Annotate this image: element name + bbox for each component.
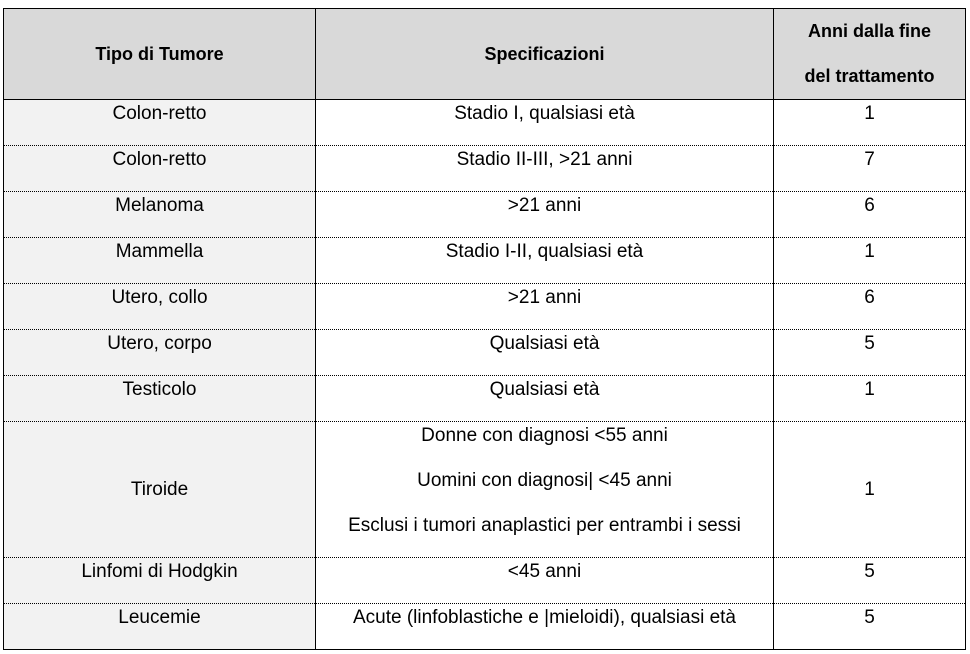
header-spec: Specificazioni (316, 9, 774, 100)
table-row (4, 146, 966, 192)
table-body (4, 100, 966, 650)
cell-anni: 1 (774, 422, 966, 558)
cell-tipo: Linfomi di Hodgkin (4, 558, 316, 604)
cell-spec: Qualsiasi età (316, 330, 774, 376)
cell-tipo: Testicolo (4, 376, 316, 422)
header-anni-line1: Anni dalla fine (807, 21, 931, 41)
cell-tipo: Colon-retto (4, 100, 316, 146)
cell-tipo: Leucemie (4, 604, 316, 650)
cell-tipo: Utero, collo (4, 284, 316, 330)
table-row (4, 558, 966, 604)
cell-anni: 1 (774, 100, 966, 146)
spec-line: Esclusi i tumori anaplastici per entrambi i sessi (348, 515, 741, 536)
cell-tipo: Tiroide (4, 422, 316, 558)
cell-anni: 7 (774, 146, 966, 192)
cell-tipo: Utero, corpo (4, 330, 316, 376)
header-anni (774, 9, 966, 100)
table-row (4, 192, 966, 238)
cell-anni: 5 (774, 558, 966, 604)
header-row (4, 9, 966, 100)
cell-anni: 5 (774, 330, 966, 376)
spec-line: Uomini con diagnosi| <45 anni (417, 470, 672, 491)
header-tipo: Tipo di Tumore (4, 9, 316, 100)
cell-spec: Stadio II-III, >21 anni (316, 146, 774, 192)
cell-spec: Acute (linfoblastiche e |mieloidi), qualsiasi età (316, 604, 774, 650)
table-row (4, 604, 966, 650)
header-anni-line2: del trattamento (804, 66, 935, 86)
cell-anni: 6 (774, 284, 966, 330)
tumor-table (3, 8, 966, 650)
cell-spec (316, 422, 774, 558)
cell-spec: <45 anni (316, 558, 774, 604)
table-row (4, 284, 966, 330)
cell-anni: 1 (774, 376, 966, 422)
cell-anni: 1 (774, 238, 966, 284)
cell-spec: >21 anni (316, 284, 774, 330)
table-row (4, 422, 966, 558)
cell-spec: Stadio I-II, qualsiasi età (316, 238, 774, 284)
table-row (4, 100, 966, 146)
cell-spec: >21 anni (316, 192, 774, 238)
table-row (4, 376, 966, 422)
cell-tipo: Mammella (4, 238, 316, 284)
spec-line: Donne con diagnosi <55 anni (421, 425, 668, 446)
cell-anni: 6 (774, 192, 966, 238)
table-row (4, 330, 966, 376)
cell-tipo: Colon-retto (4, 146, 316, 192)
cell-spec: Stadio I, qualsiasi età (316, 100, 774, 146)
table-row (4, 238, 966, 284)
cell-spec: Qualsiasi età (316, 376, 774, 422)
cell-anni: 5 (774, 604, 966, 650)
cell-tipo: Melanoma (4, 192, 316, 238)
